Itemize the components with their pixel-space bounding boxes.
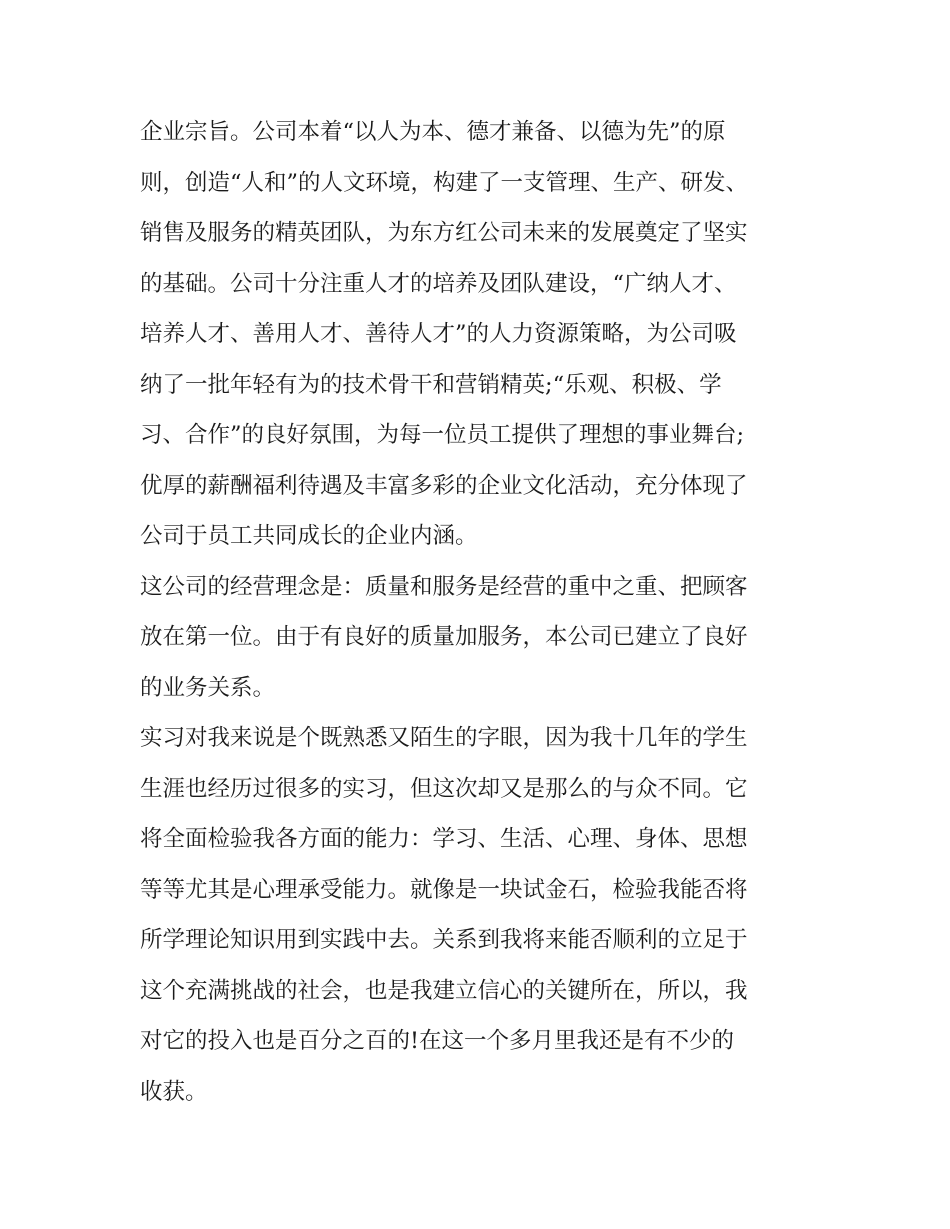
- text-line: 这个充满挑战的社会，也是我建立信心的关键所在，所以，我: [140, 977, 748, 1004]
- text-line: 实习对我来说是个既熟悉又陌生的字眼，因为我十几年的学生: [140, 725, 748, 751]
- text-line: 公司于员工共同成长的企业内涵。: [140, 523, 478, 549]
- text-line: 的业务关系。: [140, 674, 276, 701]
- text-line: 习、合作”的良好氛围，为每一位员工提供了理想的事业舞台;: [140, 422, 745, 448]
- text-line: 则，创造“人和”的人文环境，构建了一支管理、生产、研发、: [140, 169, 749, 196]
- text-line: 将全面检验我各方面的能力：学习、生活、心理、身体、思想: [140, 826, 748, 852]
- text-line: 的基础。公司十分注重人才的培养及团队建设，“广纳人才、: [140, 270, 737, 297]
- text-line: 放在第一位。由于有良好的质量加服务，本公司已建立了良好: [140, 624, 748, 650]
- text-line: 培养人才、善用人才、善待人才”的人力资源策略，为公司吸: [140, 321, 737, 347]
- text-line: 优厚的薪酬福利待遇及丰富多彩的企业文化活动，充分体现了: [140, 472, 748, 499]
- text-line: 收获。: [140, 1078, 208, 1105]
- text-line: 纳了一批年轻有为的技术骨干和营销精英;“乐观、积极、学: [140, 371, 722, 398]
- text-line: 企业宗旨。公司本着“以人为本、德才兼备、以德为先”的原: [140, 119, 726, 145]
- text-line: 等等尤其是心理承受能力。就像是一块试金石，检验我能否将: [140, 876, 748, 903]
- text-line: 这公司的经营理念是：质量和服务是经营的重中之重、把顾客: [140, 573, 748, 600]
- text-line: 所学理论知识用到实践中去。关系到我将来能否顺利的立足于: [140, 927, 748, 953]
- text-line: 对它的投入也是百分之百的!在这一个多月里我还是有不少的: [140, 1028, 735, 1054]
- text-line: 销售及服务的精英团队，为东方红公司未来的发展奠定了坚实: [140, 220, 748, 246]
- body-text: [140, 107, 830, 1117]
- text-line: 生涯也经历过很多的实习，但这次却又是那么的与众不同。它: [140, 775, 748, 802]
